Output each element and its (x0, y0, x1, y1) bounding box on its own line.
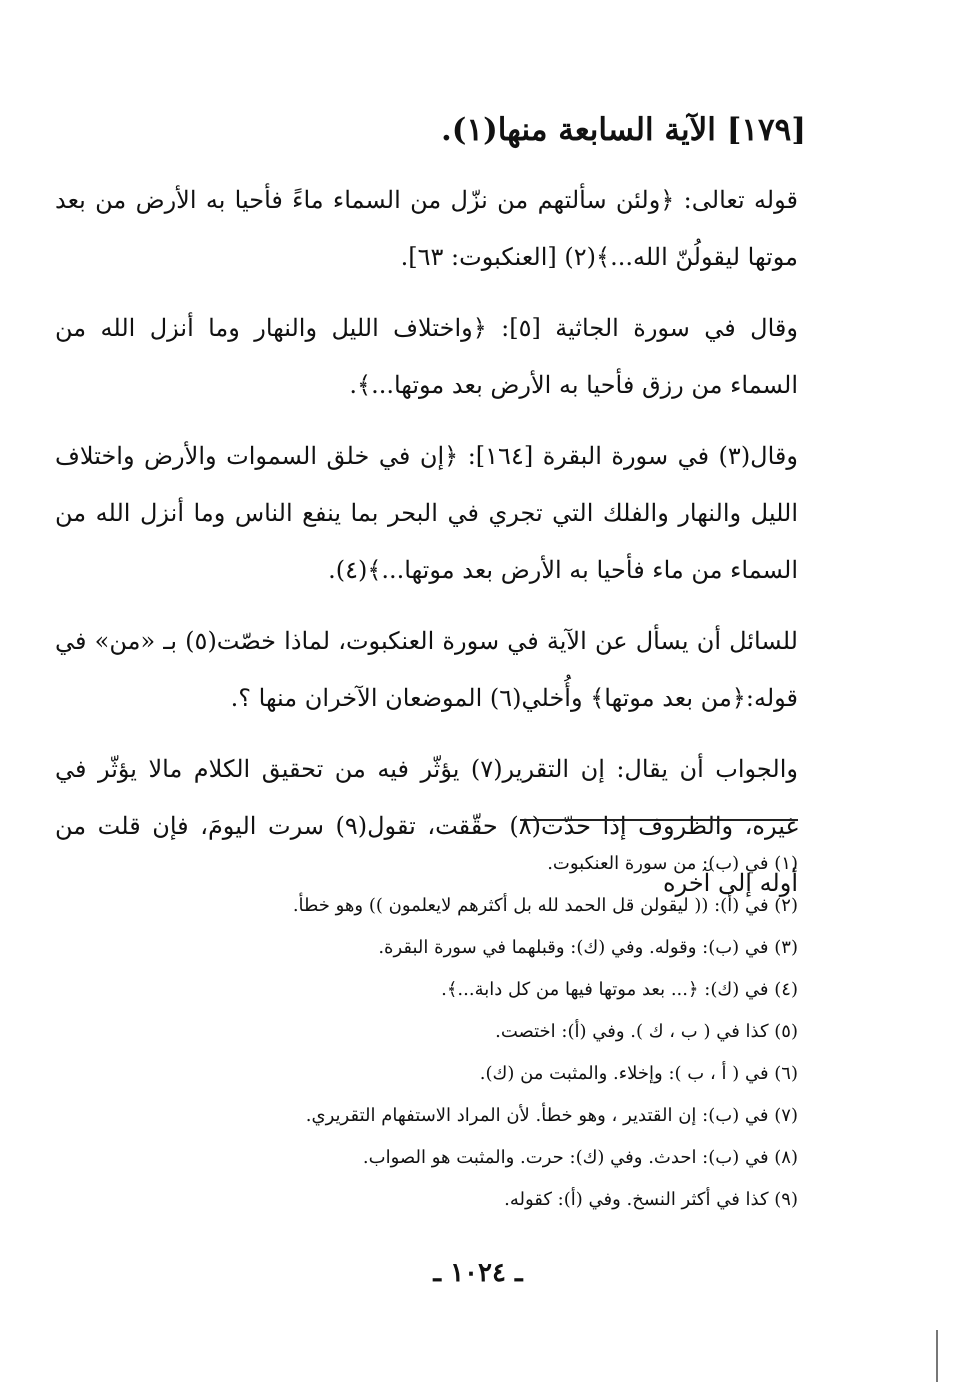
footnote-6: (٦) في ( أ ، ب ): وإخلاء. والمثبت من (ك). (479, 1063, 798, 1084)
footnote-8: (٨) في (ب): احدث. وفي (ك): حرت. والمثبت هو الصواب. (362, 1147, 798, 1168)
paragraph-4: للسائل أن يسأل عن الآية في سورة العنكبوت، لماذا خصّت(٥) بـ «من» في قوله:﴿من بعد موتها﴾ وأُخلي(٦) الموضعان الآخران منها ؟. (55, 627, 798, 712)
section-heading: [١٧٩] الآية السابعة منها(١). (440, 112, 806, 148)
main-text (55, 172, 798, 926)
paragraph-3: وقال(٣) في سورة البقرة [١٦٤]: ﴿إن في خلق السموات والأرض واختلاف الليل والنهار والفلك التي تجري في البحر بما ينفع الناس وما أنزل الله من السماء من ماء فأحيا به الأرض بعد موتها...﴾(٤). (55, 442, 798, 584)
footnote-2: (٢) في (أ): (( ليقولن قل الحمد لله بل أكثرهم لايعلمون )) وهو خطأ. (292, 895, 798, 916)
footnotes (180, 843, 798, 1221)
footnote-separator (520, 819, 798, 821)
footnote-7: (٧) في (ب): إن القتدير ، وهو خطأ. لأن المراد الاستفهام التقريري. (305, 1105, 798, 1126)
footnote-1: (١) في (ب): من سورة العنكبوت. (547, 853, 798, 874)
page-number: ـ ١٠٢٤ ـ (433, 1258, 523, 1288)
paragraph-2: وقال في سورة الجاثية [٥]: ﴿واختلاف الليل والنهار وما أنزل الله من السماء من رزق فأحيا به الأرض بعد موتها...﴾. (55, 314, 798, 399)
footnote-5: (٥) كذا في ( ب ، ك ). وفي (أ): اختصت. (495, 1021, 798, 1042)
footnote-4: (٤) في (ك): ﴿... بعد موتها فيها من كل دابة...﴾. (441, 979, 798, 1000)
footnote-9: (٩) كذا في أكثر النسخ. وفي (أ): كقوله. (504, 1189, 798, 1210)
scan-edge-mark (936, 1330, 938, 1382)
footnote-3: (٣) في (ب): وقوله. وفي (ك): وقبلهما في سورة البقرة. (378, 937, 798, 958)
paragraph-1: قوله تعالى: ﴿ولئن سألتهم من نزّل من السماء ماءً فأحيا به الأرض من بعد موتها ليقولُنّ الله...﴾(٢) [العنكبوت: ٦٣]. (55, 186, 798, 271)
paragraph-5: والجواب أن يقال: إن التقرير(٧) يؤثّر فيه من تحقيق الكلام مالا يؤثّر في غيره، والظروف إذا حدّت(٨) حقّقت، تقول(٩) سرت اليومَ، فإن قلت من أوله إلى آخره (55, 755, 798, 897)
